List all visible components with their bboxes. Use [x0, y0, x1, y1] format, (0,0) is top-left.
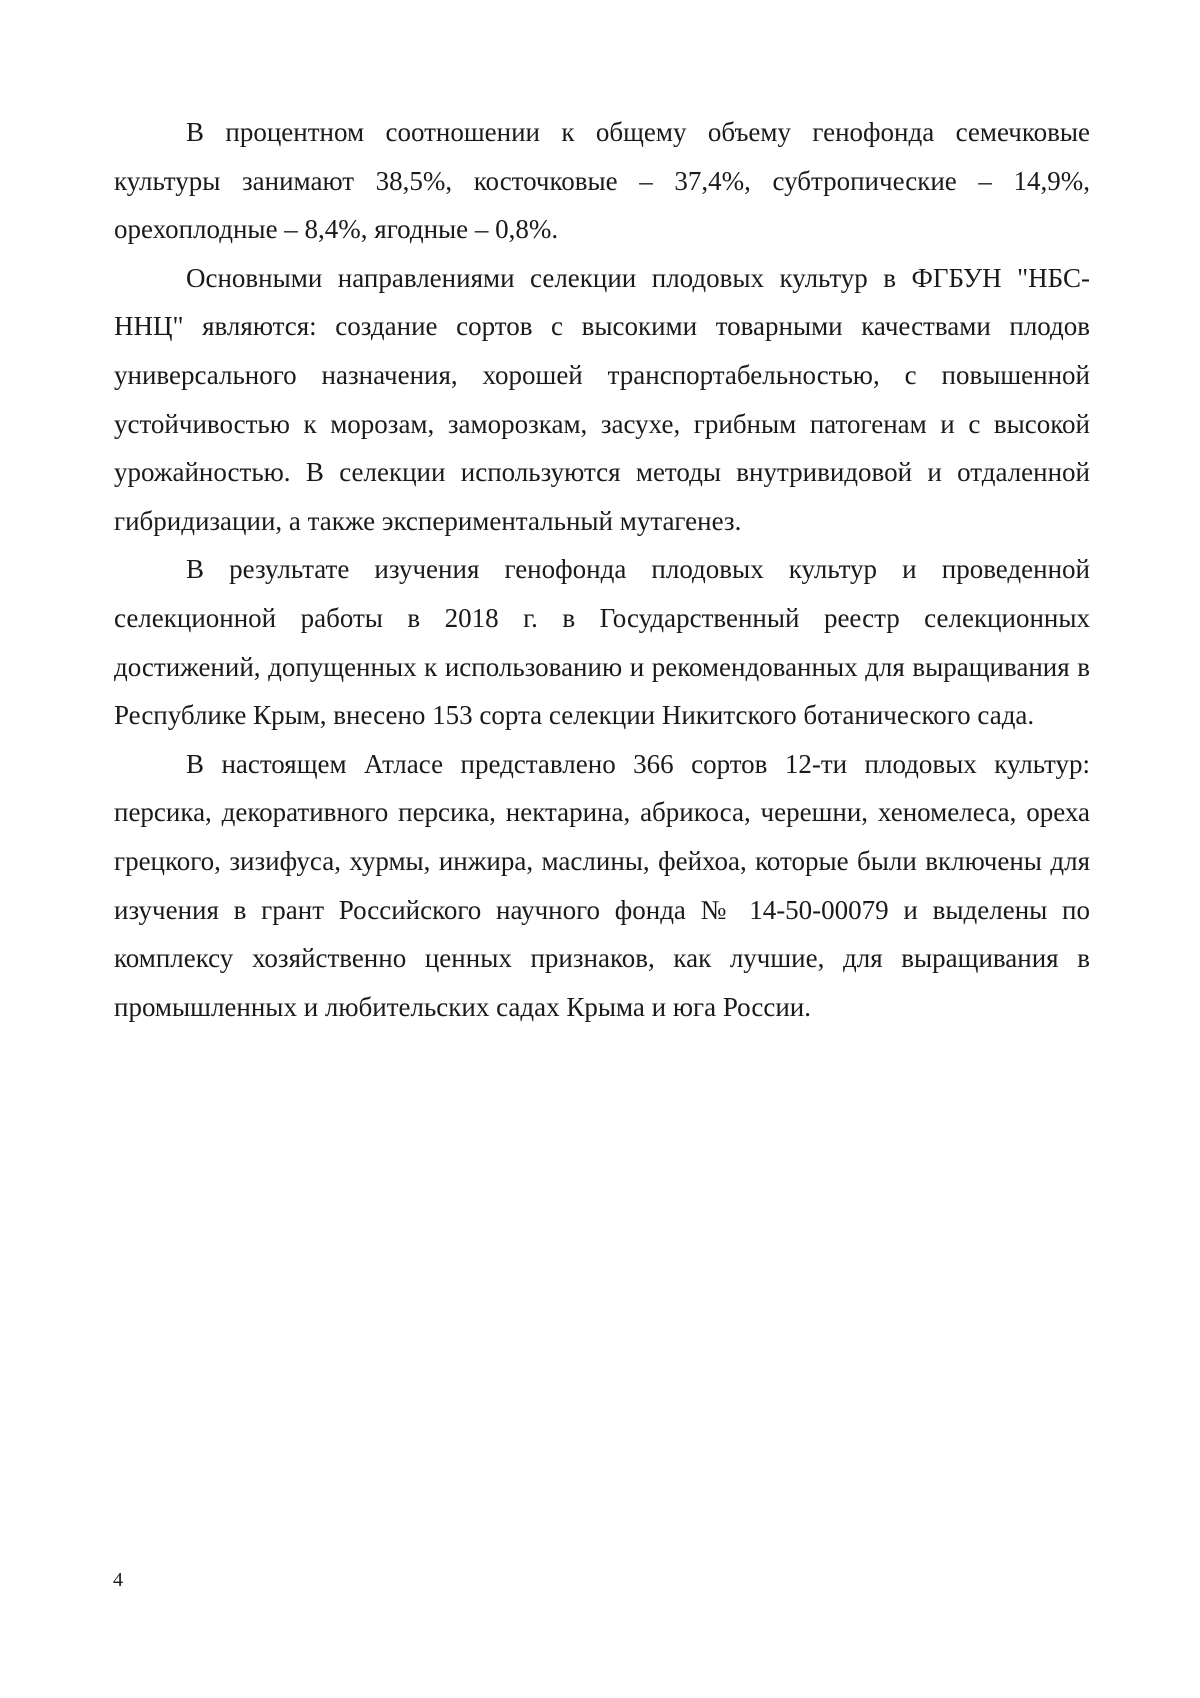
paragraph-atlas-contents: В настоящем Атласе представлено 366 сортов 12-ти плодовых культур: персика, декоративного персика, нектарина, абрикоса, черешни, хеномелеса, ореха грецкого, зизифуса, хурмы, инжира, маслины, фейхоа, которые были включены для изучения в грант Российского научного фонда № 14-50-00079 и выделены по комплексу хозяйственно ценных признаков, как лучшие, для выращивания в промышленных и любительских садах Крыма и юга России. [114, 740, 1090, 1032]
document-page [0, 0, 1200, 1698]
paragraph-selection-directions: Основными направлениями селекции плодовых культур в ФГБУН "НБС-ННЦ" являются: создание сортов с высокими товарными качествами плодов универсального назначения, хорошей транспортабельностью, с повышенной устойчивостью к морозам, заморозкам, засухе, грибным патогенам и с высокой урожайностью. В селекции используются методы внутривидовой и отдаленной гибридизации, а также экспериментальный мутагенез. [114, 254, 1090, 546]
paragraph-state-register: В результате изучения генофонда плодовых культур и проведенной селекционной работы в 2018 г. в Государственный реестр селекционных достижений, допущенных к использованию и рекомендованных для выращивания в Республике Крым, внесено 153 сорта селекции Никитского ботанического сада. [114, 545, 1090, 739]
document-body [114, 108, 1090, 1031]
page-number: 4 [113, 1568, 123, 1592]
paragraph-genofond-percentages: В процентном соотношении к общему объему генофонда семечковые культуры занимают 38,5%, косточковые – 37,4%, субтропические – 14,9%, орехоплодные – 8,4%, ягодные – 0,8%. [114, 108, 1090, 254]
